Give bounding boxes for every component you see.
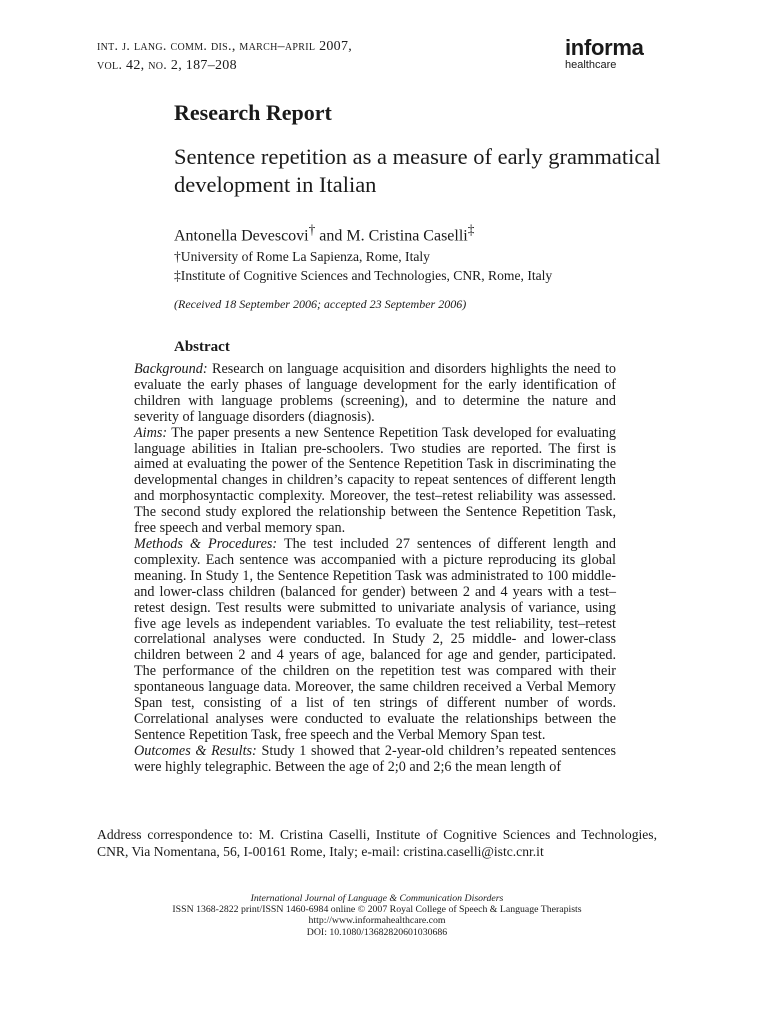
correspondence-address: Address correspondence to: M. Cristina Caselli, Institute of Cognitive Sciences and Technologies, CNR, Via Nomentana, 56, I-00161 Rome, Italy; e-mail: cristina.caselli@istc.cnr.it: [97, 827, 657, 859]
abstract-label: Background:: [134, 361, 208, 377]
abstract-text: Research on language acquisition and disorders highlights the need to evaluate the early phases of language development for the early identification of children with language problems (screening), and to determine the nature and severity of language disorders (diagnosis).: [134, 361, 616, 425]
abstract-background: [134, 362, 616, 426]
page-footer: [97, 893, 657, 938]
abstract-methods: [134, 537, 616, 744]
affiliation-2: ‡Institute of Cognitive Sciences and Technologies, CNR, Rome, Italy: [174, 268, 553, 283]
logo-brand: informa: [565, 35, 644, 60]
running-head-line-2: vol. 42, no. 2, 187–208: [97, 58, 237, 73]
abstract-text: The test included 27 sentences of different length and complexity. Each sentence was accompanied with a picture reproducing its global meaning. In Study 1, the Sentence Repetition Task was administrated to 100 middle- and lower-class children (balanced for gender) between 2 and 4 years with a test–retest design. Test results were submitted to univariate analysis of variance, using five age levels as independent variables. To evaluate the test reliability, test–retest correlational analyses were conducted. In Study 2, 25 middle- and lower-class children between 2 and 4 years of age, balanced for age and gender, participated. The performance of the children on the repetition test was compared with their spontaneous language data. Moreover, the same children received a Verbal Memory Span test, consisting of a list of ten strings of different number of words. Correlational analyses were conducted to evaluate the relationships between the Sentence Repetition Task, free speech and the Verbal Memory Span test.: [134, 535, 617, 743]
affiliation-1: †University of Rome La Sapienza, Rome, Italy: [174, 249, 430, 264]
abstract-text: Study 1 showed that 2-year-old children’s repeated sentences were highly telegraphic. Between the age of 2;0 and 2;6 the mean length of: [134, 742, 616, 775]
logo-sub: healthcare: [565, 59, 617, 71]
author-1-mark: †: [308, 222, 316, 237]
author-conj: and: [315, 227, 347, 245]
abstract-label: Aims:: [134, 424, 168, 441]
received-dates: (Received 18 September 2006; accepted 23 September 2006): [174, 297, 467, 311]
footer-doi: DOI: 10.1080/13682820601030686: [306, 926, 448, 938]
section-label: Research Report: [174, 100, 332, 125]
running-head-line-1: int. j. lang. comm. dis., march–april 2007,: [97, 39, 353, 54]
paper-title: Sentence repetition as a measure of early grammatical development in Italian: [174, 144, 661, 197]
author-2-mark: ‡: [467, 222, 475, 237]
abstract-aims: [134, 426, 616, 537]
abstract-label: Outcomes & Results:: [134, 742, 257, 759]
abstract-heading: Abstract: [174, 339, 230, 355]
publisher-logo: [565, 37, 644, 71]
abstract-outcomes: [134, 744, 616, 776]
abstract-body: [134, 362, 616, 776]
author-2: M. Cristina Caselli: [346, 227, 468, 245]
footer-url: http://www.informahealthcare.com: [308, 915, 446, 927]
author-line: [174, 222, 474, 245]
footer-journal: International Journal of Language & Communication Disorders: [250, 893, 504, 904]
running-head: [97, 37, 352, 75]
author-1: Antonella Devescovi: [174, 227, 309, 245]
footer-issn: ISSN 1368-2822 print/ISSN 1460-6984 online © 2007 Royal College of Speech & Language Therapists: [172, 904, 582, 916]
abstract-text: The paper presents a new Sentence Repetition Task developed for evaluating language abilities in Italian pre-schoolers. Two studies are reported. The first is aimed at evaluating the power of the Sentence Repetition Task in discriminating the developmental changes in children’s capacity to repeat sentences of different length and morphosyntactic complexity. Moreover, the test–retest reliability was assessed. The second study explored the relationship between the Sentence Repetition Task, free speech and verbal memory span.: [134, 424, 616, 537]
abstract-label: Methods & Procedures:: [134, 535, 278, 552]
